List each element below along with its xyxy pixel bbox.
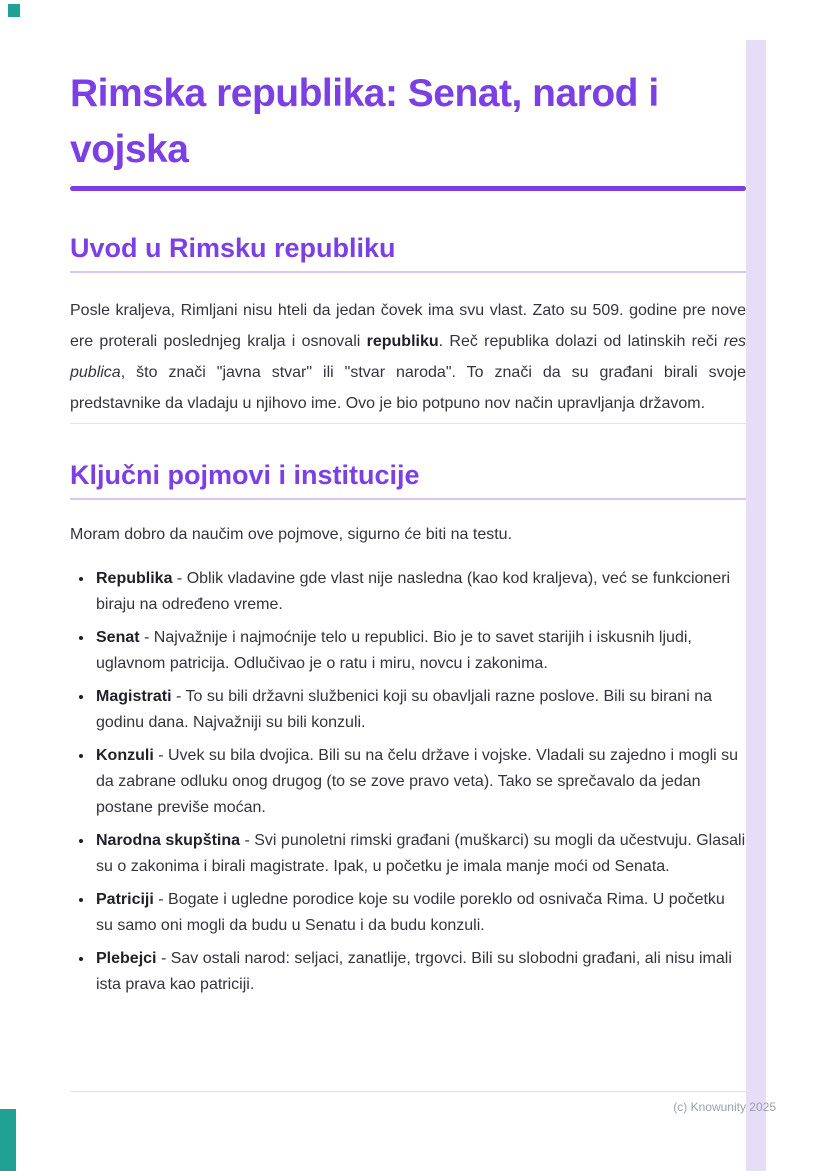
section-divider: [70, 423, 746, 424]
intro-paragraph: [70, 295, 746, 419]
note-content: [70, 66, 746, 1005]
term-description: - To su bili državni službenici koji su obavljali razne poslove. Bili su birani na godinu dana. Najvažniji su bili konzuli.: [96, 688, 712, 731]
term-description: - Bogate i ugledne porodice koje su vodile poreklo od osnivača Rima. U početku su samo oni mogli da budu u Senatu i da budu konzuli.: [96, 891, 725, 934]
intro-italic-res-publica: res publica: [70, 333, 746, 381]
term-item-magistrati: [94, 684, 746, 736]
term-description: - Najvažnije i najmoćnije telo u republici. Bio je to savet starijih i iskusnih ljudi, uglavnom patricija. Odlučivao je o ratu i miru, novcu i zakonima.: [96, 629, 692, 672]
footer-credit: (c) Knowunity 2025: [673, 1100, 776, 1114]
term-label: Konzuli: [96, 747, 154, 764]
term-label: Patriciji: [96, 891, 154, 908]
term-description: - Oblik vladavine gde vlast nije nasledna (kao kod kraljeva), već se funkcioneri biraju na određeno vreme.: [96, 570, 731, 613]
term-description: - Svi punoletni rimski građani (muškarci) su mogli da učestvuju. Glasali su o zakonima i birali magistrate. Ipak, u početku je imala manje moći od Senata.: [96, 832, 746, 875]
term-label: Republika: [96, 570, 173, 587]
intro-text-2: . Reč republika dolazi od latinskih reči: [438, 333, 724, 350]
term-item-narodna-skupstina: [94, 828, 746, 880]
page-title: Rimska republika: Senat, narod i vojska: [70, 72, 659, 171]
term-description: - Uvek su bila dvojica. Bili su na čelu države i vojske. Vladali su zajedno i mogli su da zabrane odluku onog drugog (to se zove pravo veta). Tako se sprečavalo da jedan postane previše moćan.: [96, 747, 739, 816]
intro-bold-republiku: republiku: [366, 333, 439, 350]
footer-divider: [70, 1091, 746, 1092]
term-item-senat: [94, 625, 746, 677]
section-intro: [70, 231, 746, 419]
intro-text-3: , što znači "javna stvar" ili "stvar naroda". To znači da su građani birali svoje predstavnike da vladaju u njihovo ime. Ovo je bio potpuno nov način upravljanja državom.: [70, 364, 746, 412]
term-item-konzuli: [94, 743, 746, 821]
title-underline-rule: [70, 186, 746, 191]
section-heading-key-terms: Ključni pojmovi i institucije: [70, 458, 746, 500]
term-item-republika: [94, 566, 746, 618]
term-label: Senat: [96, 629, 140, 646]
teal-corner-accent-bottom-left: [0, 1109, 16, 1171]
lavender-side-strip: [746, 40, 766, 1171]
term-item-patriciji: [94, 887, 746, 939]
term-label: Magistrati: [96, 688, 172, 705]
term-label: Narodna skupština: [96, 832, 241, 849]
term-label: Plebejci: [96, 950, 157, 967]
section-key-terms: [70, 458, 746, 998]
teal-corner-accent-top-left: [8, 4, 20, 17]
section-heading-intro: Uvod u Rimsku republiku: [70, 231, 746, 273]
term-description: - Sav ostali narod: seljaci, zanatlije, trgovci. Bili su slobodni građani, ali nisu imali ista prava kao patriciji.: [96, 950, 732, 993]
intro-text-1: Posle kraljeva, Rimljani nisu hteli da jedan čovek ima svu vlast. Zato su 509. godine pre nove ere proterali poslednjeg kralja i osnovali: [70, 302, 746, 350]
key-terms-lead: Moram dobro da naučim ove pojmove, sigurno će biti na testu.: [70, 526, 513, 543]
term-list: [70, 566, 746, 998]
term-item-plebejci: [94, 946, 746, 998]
